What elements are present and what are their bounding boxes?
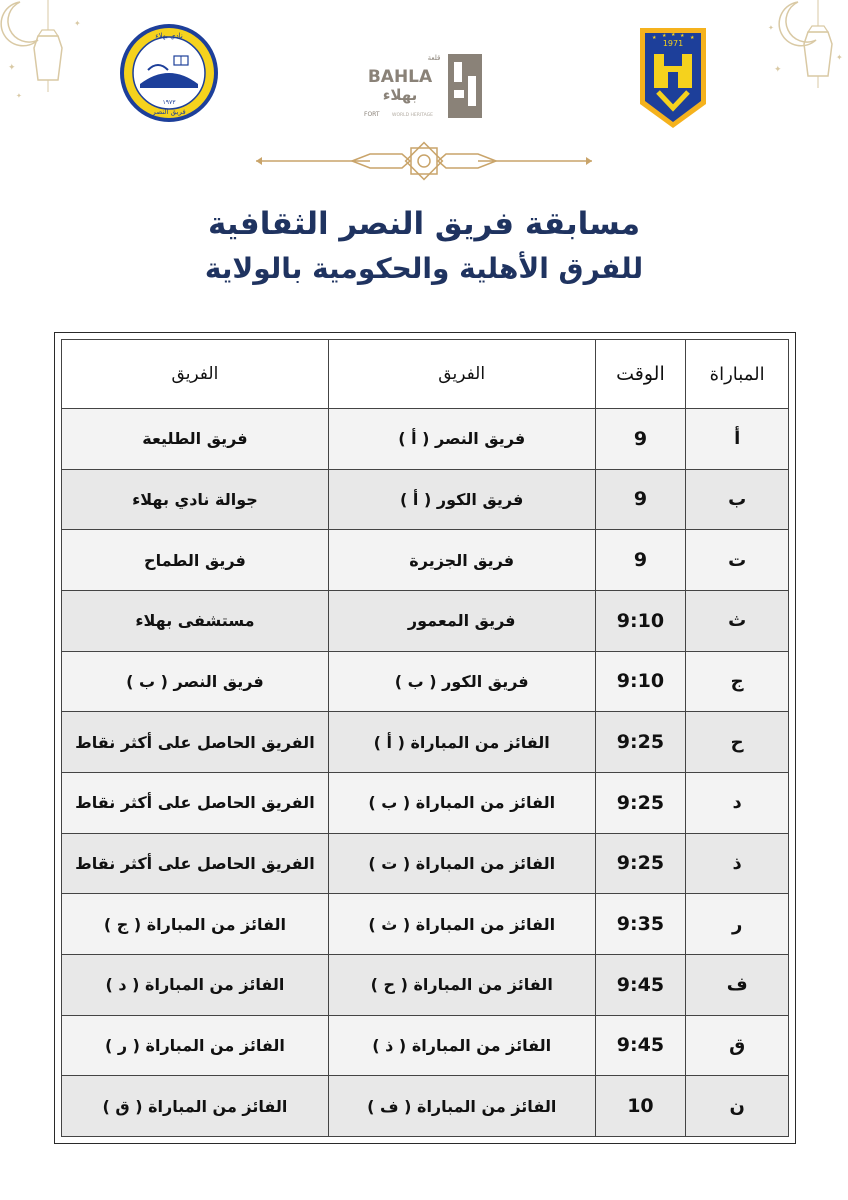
time-cell: 9:10 — [595, 651, 686, 712]
svg-text:✦: ✦ — [74, 19, 81, 28]
time-cell: 9:25 — [595, 712, 686, 773]
table-row — [62, 651, 789, 712]
svg-text:★: ★ — [662, 33, 667, 39]
time-cell: 9:25 — [595, 833, 686, 894]
match-cell: ت — [686, 530, 789, 591]
time-cell: 9:45 — [595, 954, 686, 1015]
team-b-cell: الفائز من المباراة ( ق ) — [62, 1076, 329, 1137]
svg-text:★: ★ — [671, 32, 676, 38]
svg-text:★: ★ — [690, 35, 695, 41]
team-a-cell: فريق النصر ( أ ) — [328, 409, 595, 470]
team-b-cell: فريق الطليعة — [62, 409, 329, 470]
team-a-cell: فريق الجزيرة — [328, 530, 595, 591]
table-row — [62, 772, 789, 833]
match-cell: ف — [686, 954, 789, 1015]
svg-text:بهلاء: بهلاء — [382, 86, 418, 104]
match-cell: ق — [686, 1015, 789, 1076]
team-b-cell: الفائز من المباراة ( د ) — [62, 954, 329, 1015]
team-a-cell: الفائز من المباراة ( ف ) — [328, 1076, 595, 1137]
team-b-cell: الفريق الحاصل على أكثر نقاط — [62, 833, 329, 894]
match-cell: أ — [686, 409, 789, 470]
table-row — [62, 409, 789, 470]
header-match: المباراة — [686, 340, 789, 409]
bahla-fort-logo — [350, 46, 490, 124]
page-title: مسابقة فريق النصر الثقافية — [207, 206, 641, 242]
time-cell: 9:35 — [595, 894, 686, 955]
table-row — [62, 469, 789, 530]
time-cell: 9:10 — [595, 590, 686, 651]
table-row — [62, 590, 789, 651]
svg-text:FORT: FORT — [364, 111, 380, 118]
time-cell: 9:45 — [595, 1015, 686, 1076]
table-row — [62, 530, 789, 591]
time-cell: 10 — [595, 1076, 686, 1137]
team-a-cell: الفائز من المباراة ( ت ) — [328, 833, 595, 894]
time-cell: 9 — [595, 469, 686, 530]
match-cell: ح — [686, 712, 789, 773]
team-b-cell: الفريق الحاصل على أكثر نقاط — [62, 772, 329, 833]
match-cell: د — [686, 772, 789, 833]
schedule-table-frame — [54, 332, 796, 1144]
svg-text:✦: ✦ — [774, 65, 782, 75]
team-a-cell: فريق الكور ( أ ) — [328, 469, 595, 530]
svg-text:فريق النصر: فريق النصر — [152, 108, 186, 116]
club-shield-logo — [638, 26, 708, 130]
svg-text:قلعة: قلعة — [427, 54, 441, 62]
time-cell: 9 — [595, 409, 686, 470]
table-row — [62, 833, 789, 894]
svg-text:WORLD HERITAGE: WORLD HERITAGE — [392, 113, 433, 118]
svg-text:✦: ✦ — [836, 53, 843, 62]
table-row — [62, 894, 789, 955]
team-a-cell: فريق المعمور — [328, 590, 595, 651]
match-schedule-table — [61, 339, 789, 1137]
svg-text:✦: ✦ — [768, 24, 774, 32]
team-a-cell: الفائز من المباراة ( ث ) — [328, 894, 595, 955]
team-a-cell: الفائز من المباراة ( ب ) — [328, 772, 595, 833]
match-cell: ن — [686, 1076, 789, 1137]
header-team-b: الفريق — [62, 340, 329, 409]
table-row — [62, 954, 789, 1015]
lantern-decoration-left — [0, 0, 110, 110]
match-cell: ب — [686, 469, 789, 530]
table-row — [62, 712, 789, 773]
team-a-cell: الفائز من المباراة ( ذ ) — [328, 1015, 595, 1076]
match-cell: ر — [686, 894, 789, 955]
table-header-row — [62, 340, 789, 409]
ornamental-divider — [252, 140, 596, 182]
team-a-cell: الفائز من المباراة ( أ ) — [328, 712, 595, 773]
table-row — [62, 1076, 789, 1137]
page-subtitle: للفرق الأهلية والحكومية بالولاية — [204, 252, 644, 285]
team-b-cell: الفائز من المباراة ( ج ) — [62, 894, 329, 955]
svg-text:✦: ✦ — [8, 63, 16, 73]
table-row — [62, 1015, 789, 1076]
match-cell: ذ — [686, 833, 789, 894]
team-b-cell: مستشفى بهلاء — [62, 590, 329, 651]
team-a-cell: فريق الكور ( ب ) — [328, 651, 595, 712]
match-cell: ج — [686, 651, 789, 712]
svg-text:★: ★ — [680, 33, 685, 39]
header-team-a: الفريق — [328, 340, 595, 409]
team-a-cell: الفائز من المباراة ( ح ) — [328, 954, 595, 1015]
svg-text:1971: 1971 — [662, 39, 684, 48]
team-b-cell: فريق الطماح — [62, 530, 329, 591]
lantern-decoration-right — [738, 0, 848, 110]
time-cell: 9 — [595, 530, 686, 591]
match-cell: ث — [686, 590, 789, 651]
svg-text:✦: ✦ — [16, 92, 22, 100]
team-b-cell: فريق النصر ( ب ) — [62, 651, 329, 712]
team-b-cell: جوالة نادي بهلاء — [62, 469, 329, 530]
svg-text:١٩٧٣: ١٩٧٣ — [162, 99, 176, 106]
svg-text:نادي بهلاء: نادي بهلاء — [155, 32, 183, 40]
svg-text:BAHLA: BAHLA — [367, 67, 433, 87]
al-nasr-team-logo — [118, 22, 220, 124]
header-time: الوقت — [595, 340, 686, 409]
team-b-cell: الفريق الحاصل على أكثر نقاط — [62, 712, 329, 773]
team-b-cell: الفائز من المباراة ( ر ) — [62, 1015, 329, 1076]
time-cell: 9:25 — [595, 772, 686, 833]
svg-text:★: ★ — [652, 35, 657, 41]
